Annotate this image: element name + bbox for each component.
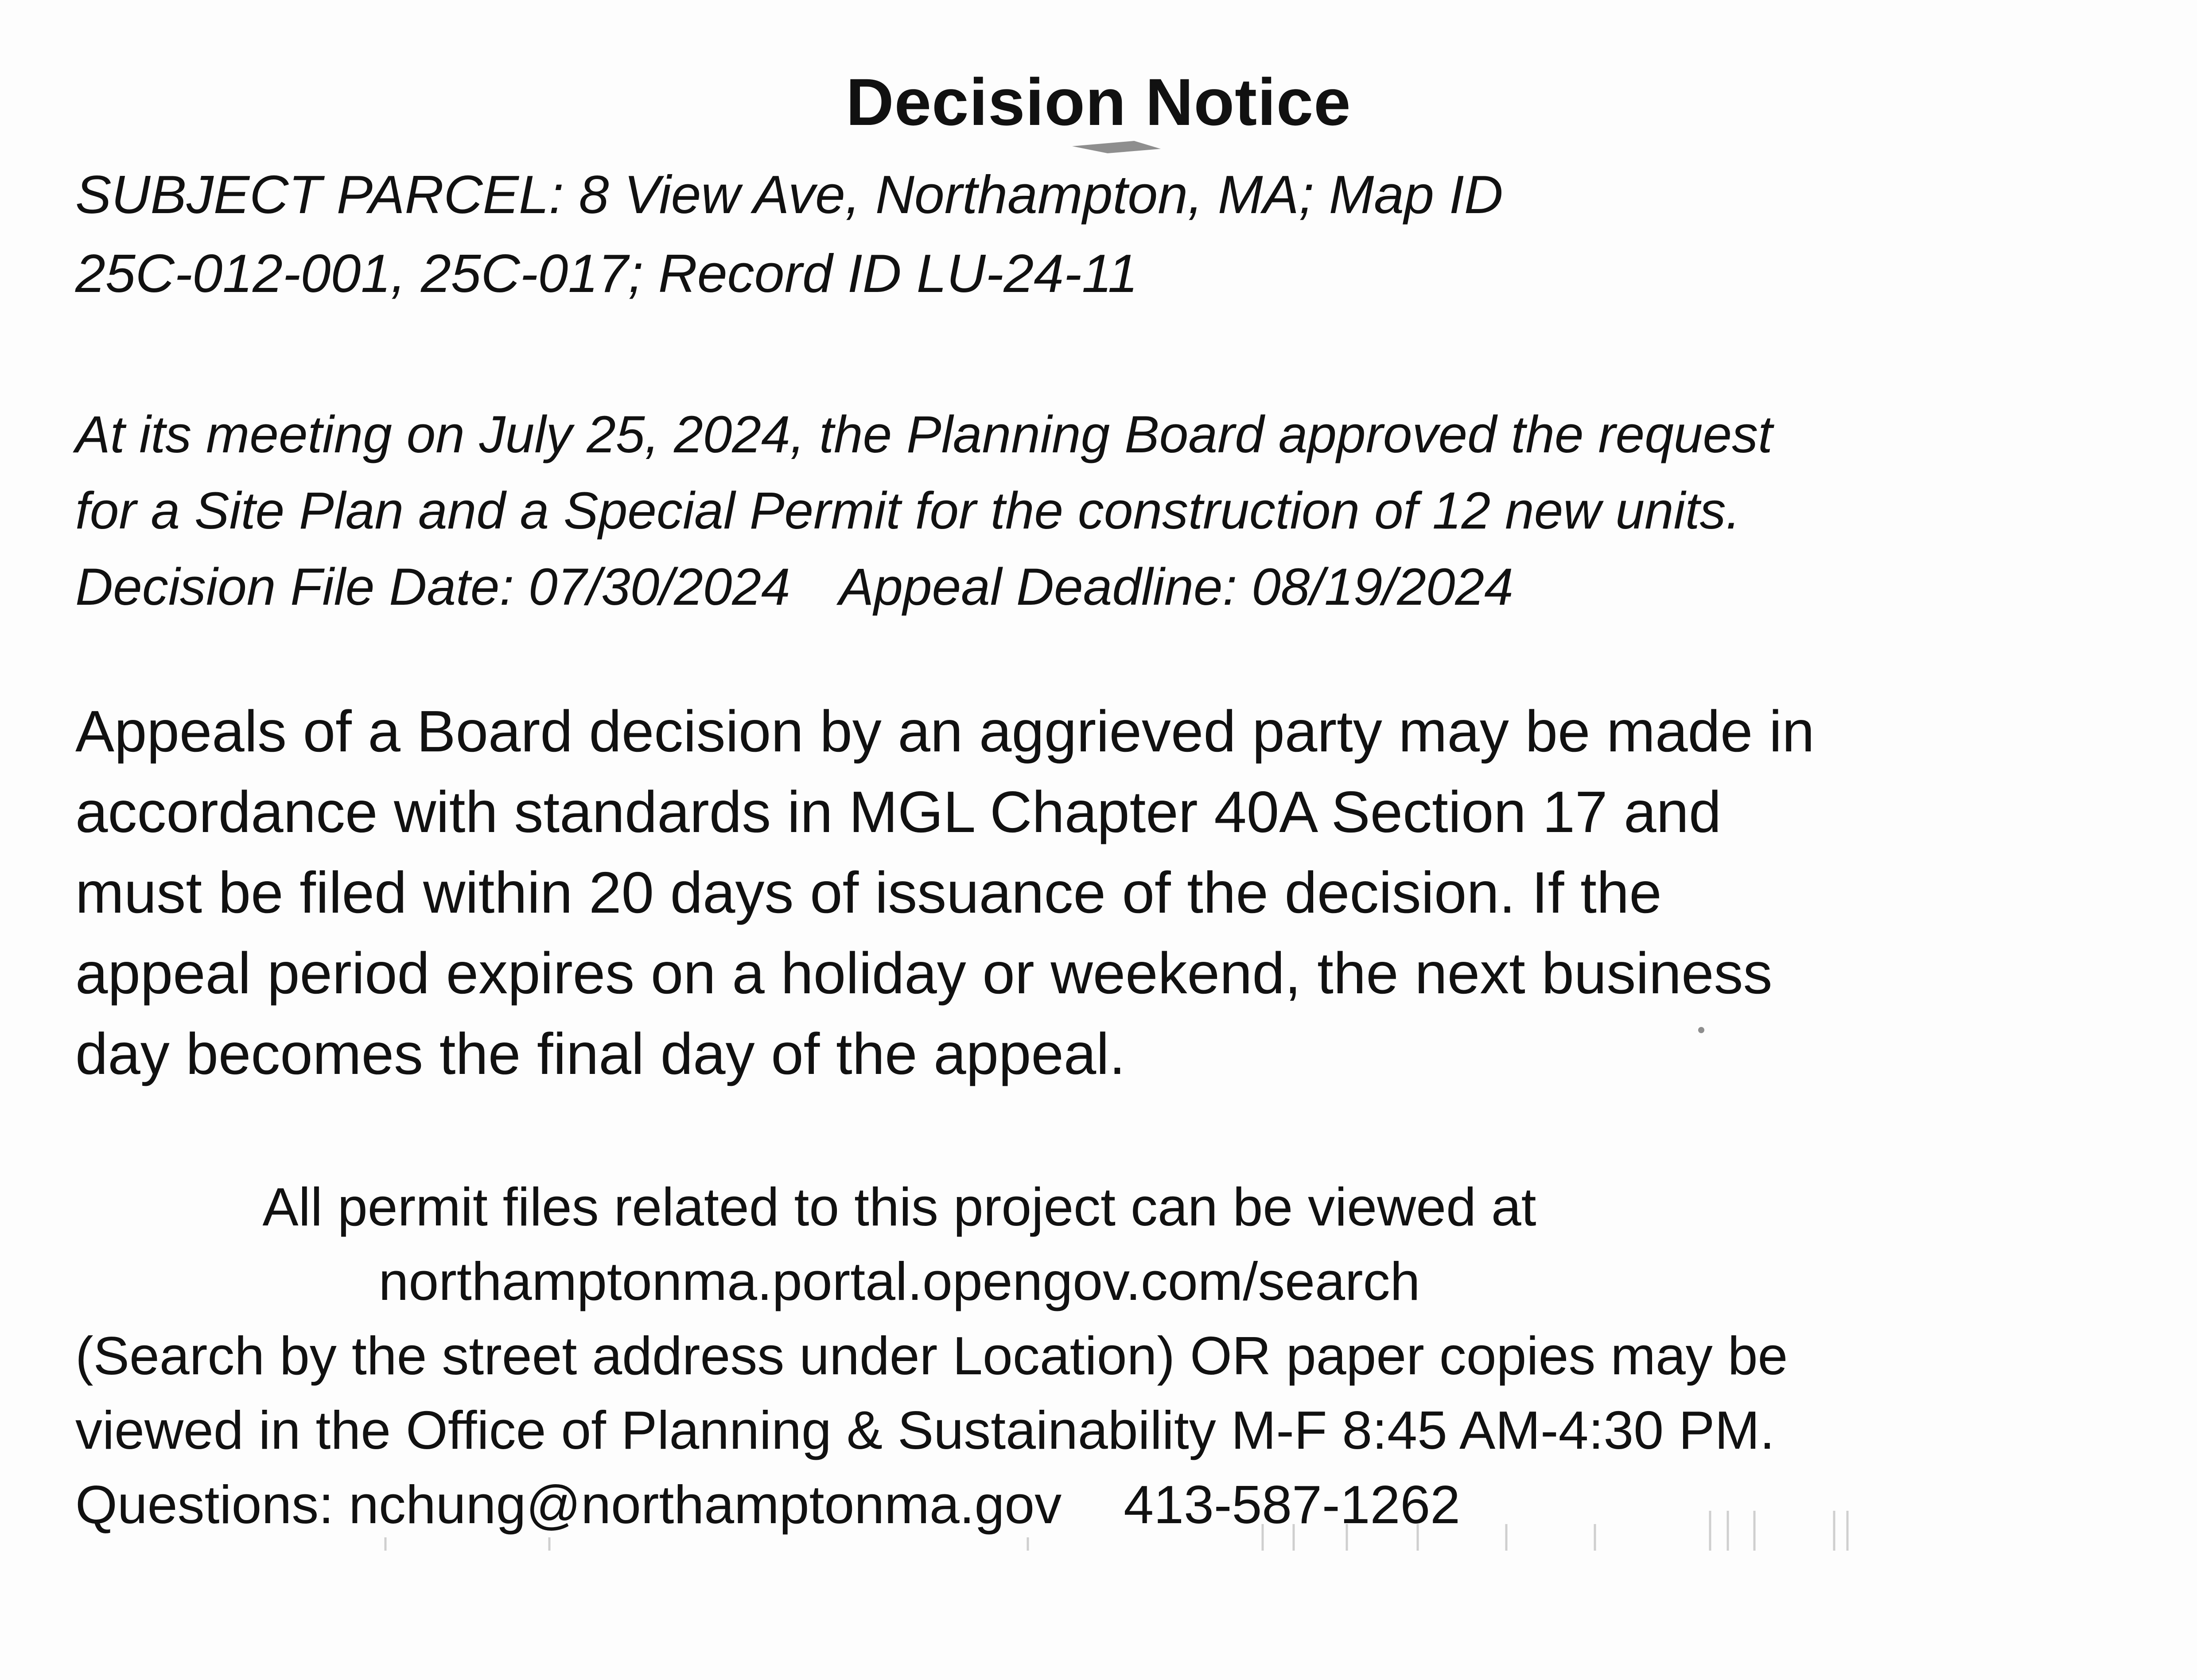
files-intro-line: All permit files related to this project can be viewed at <box>262 1177 1536 1237</box>
subject-parcel <box>75 155 2158 313</box>
files-line: (Search by the street address under Location) OR paper copies may be <box>75 1326 1788 1386</box>
files-line: viewed in the Office of Planning & Sustainability M-F 8:45 AM-4:30 PM. <box>75 1400 1775 1460</box>
files-url: northamptonma.portal.opengov.com/search <box>378 1251 1420 1311</box>
appeals-line: must be filed within 20 days of issuance of the decision. If the <box>75 860 1662 925</box>
questions-contact: Questions: nchung@northamptonma.gov <box>75 1474 1062 1535</box>
meeting-line: At its meeting on July 25, 2024, the Planning Board approved the request <box>75 405 1773 464</box>
subject-line: SUBJECT PARCEL: 8 View Ave, Northampton, MA; Map ID <box>75 164 1503 225</box>
subject-line: 25C-012-001, 25C-017; Record ID LU-24-11 <box>75 243 1138 303</box>
appeals-line: accordance with standards in MGL Chapter 40A Section 17 and <box>75 779 1722 844</box>
dates-line <box>75 549 2158 625</box>
appeals-line: Appeals of a Board decision by an aggrieved party may be made in <box>75 699 1815 764</box>
permit-files-info <box>75 1170 2122 1542</box>
appeals-paragraph <box>75 691 2135 1094</box>
questions-line <box>75 1467 2122 1542</box>
appeals-line: appeal period expires on a holiday or weekend, the next business <box>75 941 1773 1006</box>
meeting-line: for a Site Plan and a Special Permit for the construction of 12 new units. <box>75 482 1741 540</box>
appeals-line: day becomes the final day of the appeal. <box>75 1021 1126 1086</box>
decision-file-date: Decision File Date: 07/30/2024 <box>75 558 790 616</box>
appeal-deadline: Appeal Deadline: 08/19/2024 <box>839 558 1513 616</box>
phone-number: 413-587-1262 <box>1124 1474 1461 1535</box>
meeting-statement <box>75 397 2158 625</box>
notice-title: Decision Notice <box>846 65 1351 139</box>
